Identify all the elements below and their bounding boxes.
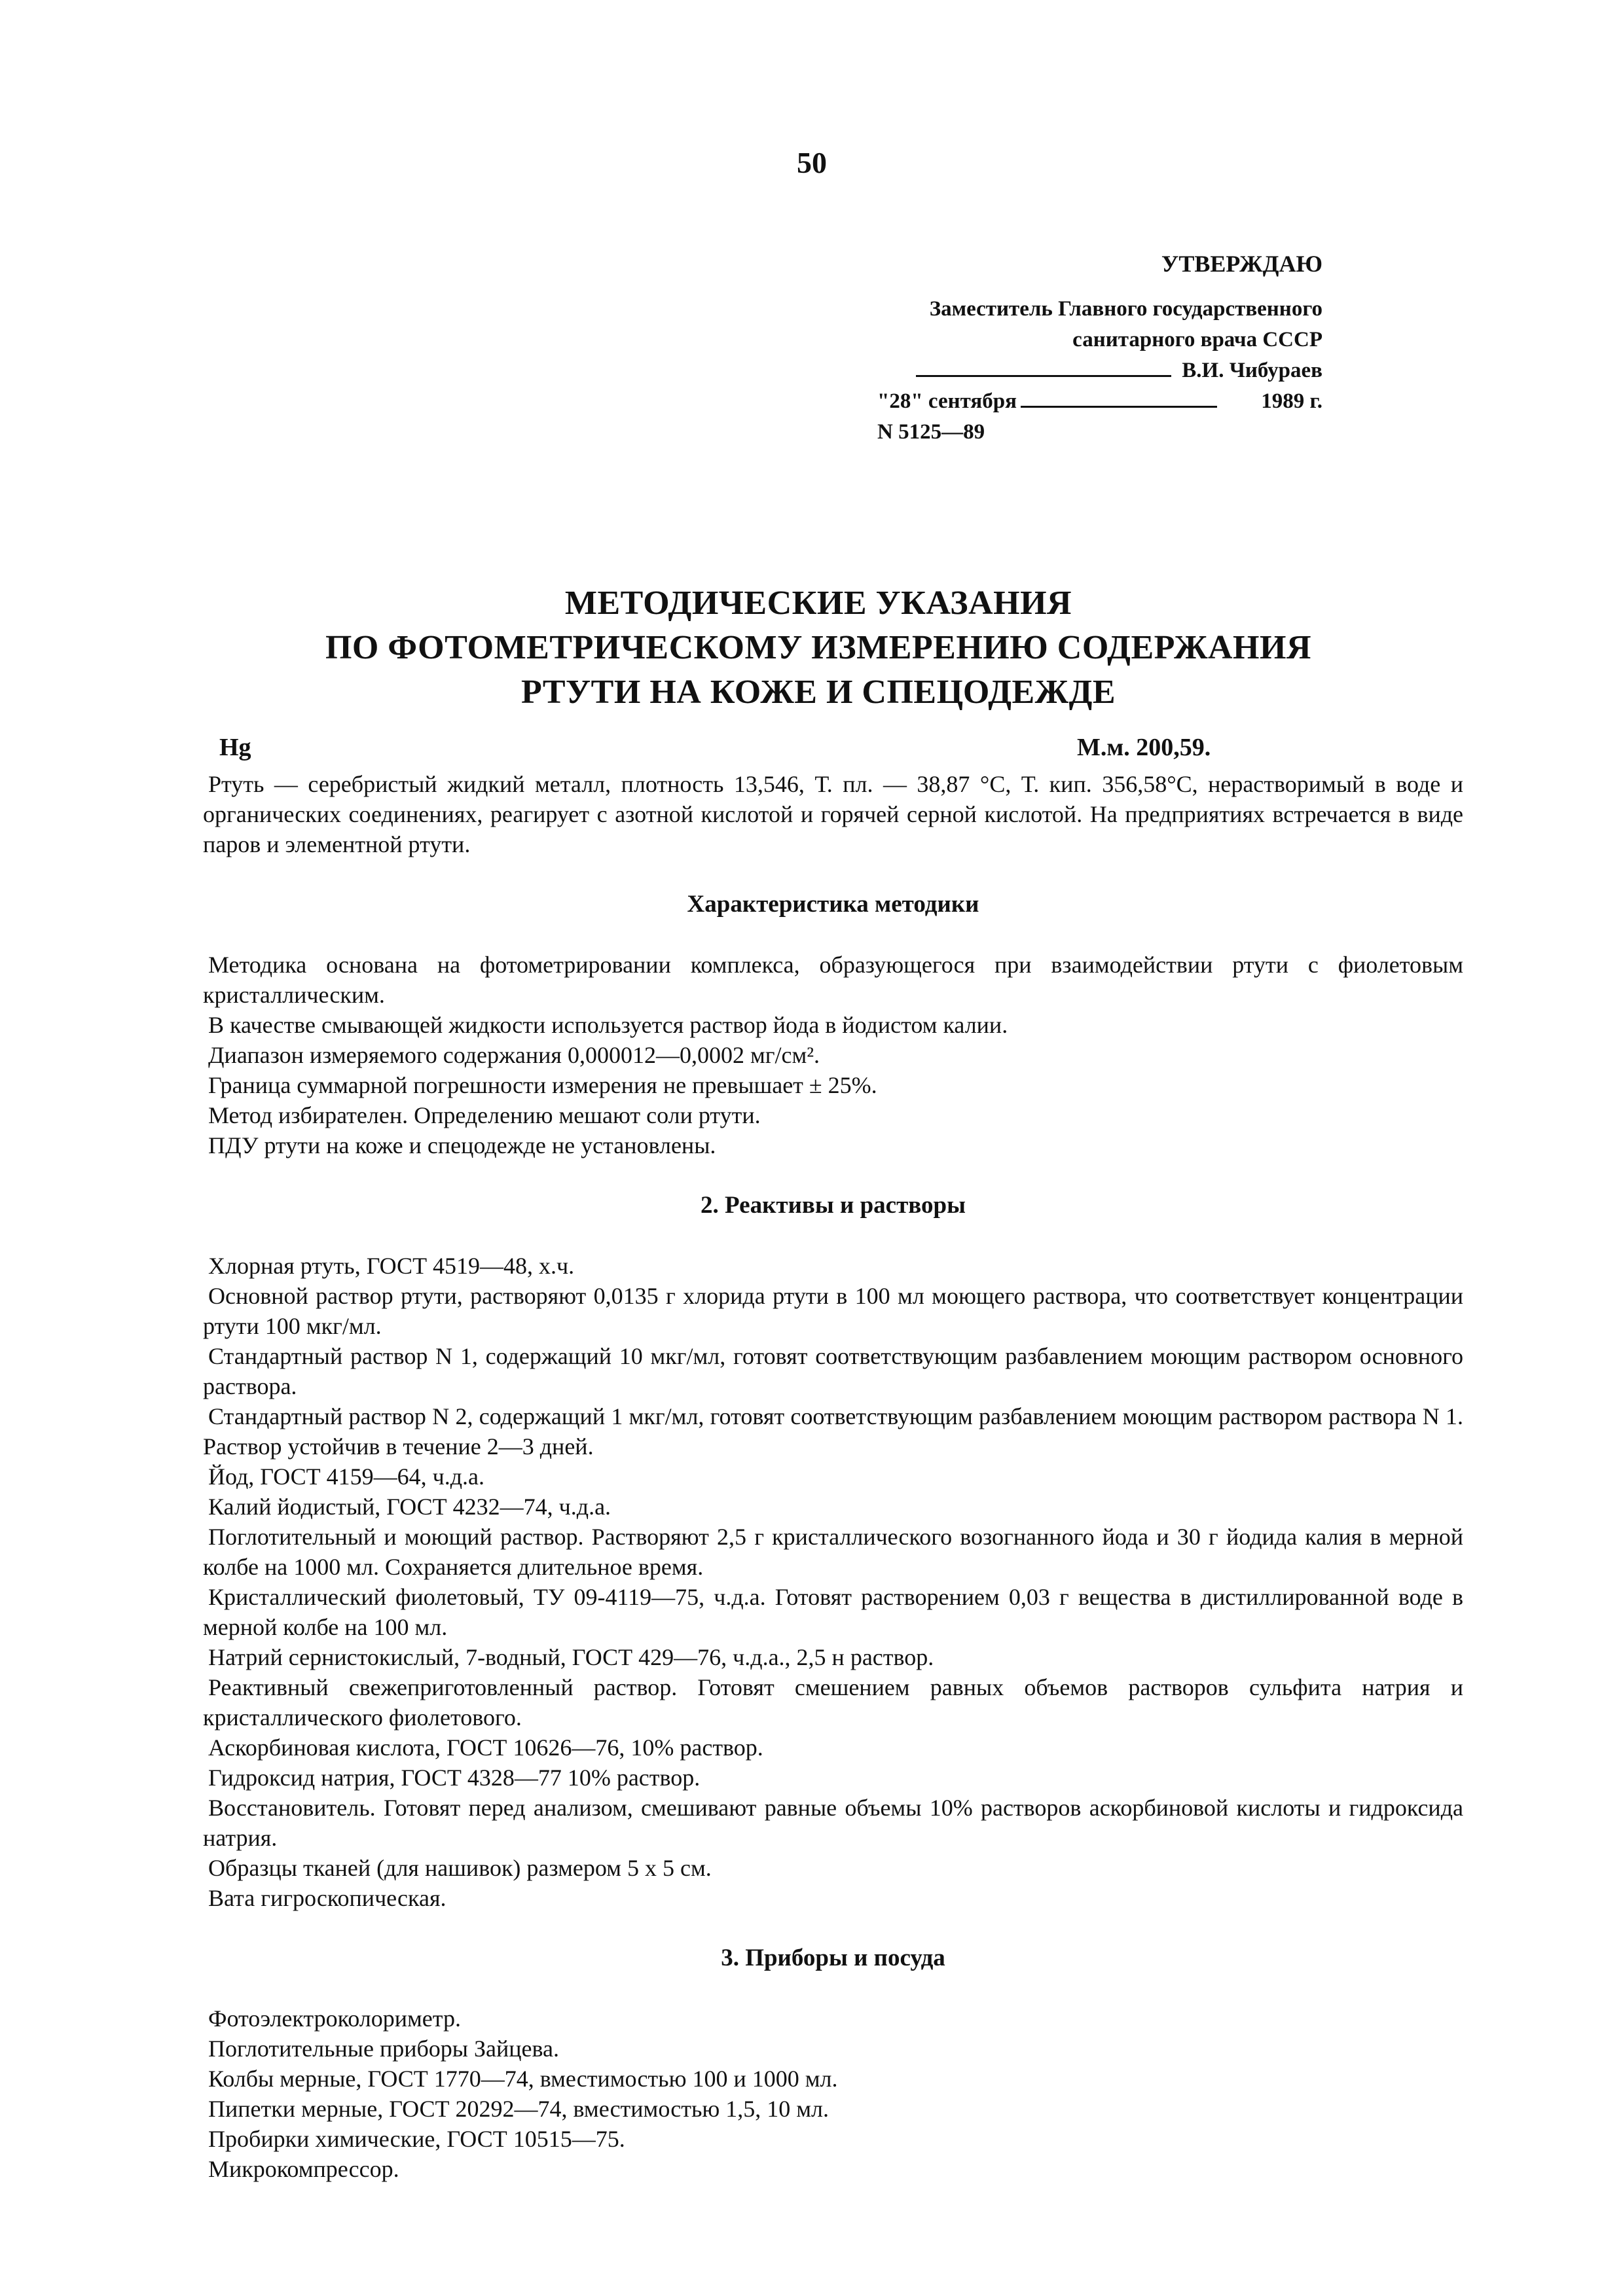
signature-line [916,355,1171,377]
document-body [203,769,1463,2184]
document-title [196,581,1440,715]
section2-paragraph: Основной раствор ртути, растворяют 0,0135 г хлорида ртути в 100 мл моющего раствора, что соответствует концентрации ртути 100 мкг/мл. [203,1283,1463,1339]
section2-paragraph: Калий йодистый, ГОСТ 4232—74, ч.д.а. [208,1494,611,1520]
section3-content [203,2003,1463,2184]
section1-paragraph: Граница суммарной погрешности измерения не превышает ± 25%. [208,1072,877,1098]
approval-date-row [877,386,1322,417]
section2-paragraph: Стандартный раствор N 1, содержащий 10 мкг/мл, готовят соответствующим разбавлением моющим раствором основного раствора. [203,1343,1463,1399]
intro-paragraph: Ртуть — серебристый жидкий металл, плотность 13,546, Т. пл. — 38,87 °С, Т. кип. 356,58°С, нерастворимый в воде и органических соединениях, реагирует с азотной кислотой и горячей серной кислотой. На предприятиях встречается в виде паров и элементной ртути. [203,771,1463,857]
section2-paragraph: Гидроксид натрия, ГОСТ 4328—77 10% раствор. [208,1765,701,1791]
document-title-line3: РТУТИ НА КОЖЕ И СПЕЦОДЕЖДЕ [520,673,1116,711]
section2-heading: 2. Реактивы и растворы [701,1192,966,1219]
equipment-item: Пробирки химические, ГОСТ 10515—75. [208,2126,625,2152]
equipment-item: Пипетки мерные, ГОСТ 20292—74, вместимостью 1,5, 10 мл. [208,2096,830,2122]
section1-paragraph: Методика основана на фотометрировании комплекса, образующегося при взаимодействии ртути с фиолетовым кристаллическим. [203,952,1463,1008]
equipment-item: Микрокомпрессор. [208,2156,399,2182]
approval-date-year: 1989 г. [1261,389,1322,413]
approval-name: В.И. Чибураев [1182,359,1322,382]
section2-paragraph: Натрий сернистокислый, 7-водный, ГОСТ 429—76, ч.д.а., 2,5 н раствор. [208,1644,934,1670]
date-line [1021,386,1217,408]
equipment-item: Фотоэлектроколориметр. [208,2005,461,2032]
section2-content [203,1251,1463,1913]
approval-date-day: "28" сентября [877,389,1017,413]
section1-heading: Характеристика методики [687,891,979,918]
formula-row [219,733,1234,762]
section2-paragraph: Реактивный свежеприготовленный раствор. Готовят смешением равных объемов растворов сульфита натрия и кристаллического фиолетового. [203,1674,1463,1731]
section1-paragraph: Метод избирателен. Определению мешают соли ртути. [208,1102,761,1128]
section1-paragraph: В качестве смывающей жидкости используется раствор йода в йодистом калии. [208,1012,1008,1038]
section2-paragraph: Хлорная ртуть, ГОСТ 4519—48, х.ч. [208,1253,575,1279]
section2-paragraph: Вата гигроскопическая. [208,1885,447,1911]
approval-position-line1: Заместитель Главного государственного [929,297,1322,321]
section2-paragraph: Йод, ГОСТ 4159—64, ч.д.а. [208,1463,485,1490]
page-number: 50 [797,146,827,179]
section2-paragraph: Стандартный раствор N 2, содержащий 1 мкг/мл, готовят соответствующим разбавлением моющим раствором раствора N 1. Раствор устойчив в течение 2—3 дней. [203,1403,1463,1460]
section1-paragraph: ПДУ ртути на коже и спецодежде не установлены. [208,1132,716,1158]
equipment-item: Колбы мерные, ГОСТ 1770—74, вместимостью 100 и 1000 мл. [208,2066,838,2092]
equipment-item: Поглотительные приборы Зайцева. [208,2036,560,2062]
document-title-line2: ПО ФОТОМЕТРИЧЕСКОМУ ИЗМЕРЕНИЮ СОДЕРЖАНИЯ [325,629,1311,666]
section2-paragraph: Поглотительный и моющий раствор. Растворяют 2,5 г кристаллического возогнанного йода и 30 г йодида калия в мерной колбе на 1000 мл. Сохраняется длительное время. [203,1524,1463,1580]
section1-content [203,950,1463,1160]
approval-block [877,249,1322,448]
section2-paragraph: Аскорбиновая кислота, ГОСТ 10626—76, 10% раствор. [208,1734,763,1761]
chemical-formula: Hg [219,734,251,761]
molar-mass: М.м. 200,59. [1077,734,1211,761]
section2-paragraph: Образцы тканей (для нашивок) размером 5 x 5 см. [208,1855,712,1881]
section2-paragraph: Восстановитель. Готовят перед анализом, смешивают равные объемы 10% растворов аскорбиновой кислоты и гидроксида натрия. [203,1795,1463,1851]
approval-number: N 5125—89 [877,420,985,444]
section3-heading: 3. Приборы и посуда [721,1945,945,1971]
approval-signature-row [877,355,1322,386]
approval-title: УТВЕРЖДАЮ [1161,251,1322,277]
section2-paragraph: Кристаллический фиолетовый, ТУ 09-4119—75, ч.д.а. Готовят растворением 0,03 г вещества в дистиллированной воде в мерной колбе на 100 мл. [203,1584,1463,1640]
approval-position-line2: санитарного врача СССР [1072,328,1322,351]
document-title-line1: МЕТОДИЧЕСКИЕ УКАЗАНИЯ [564,584,1072,622]
section1-paragraph: Диапазон измеряемого содержания 0,000012—0,0002 мг/см². [208,1042,820,1068]
